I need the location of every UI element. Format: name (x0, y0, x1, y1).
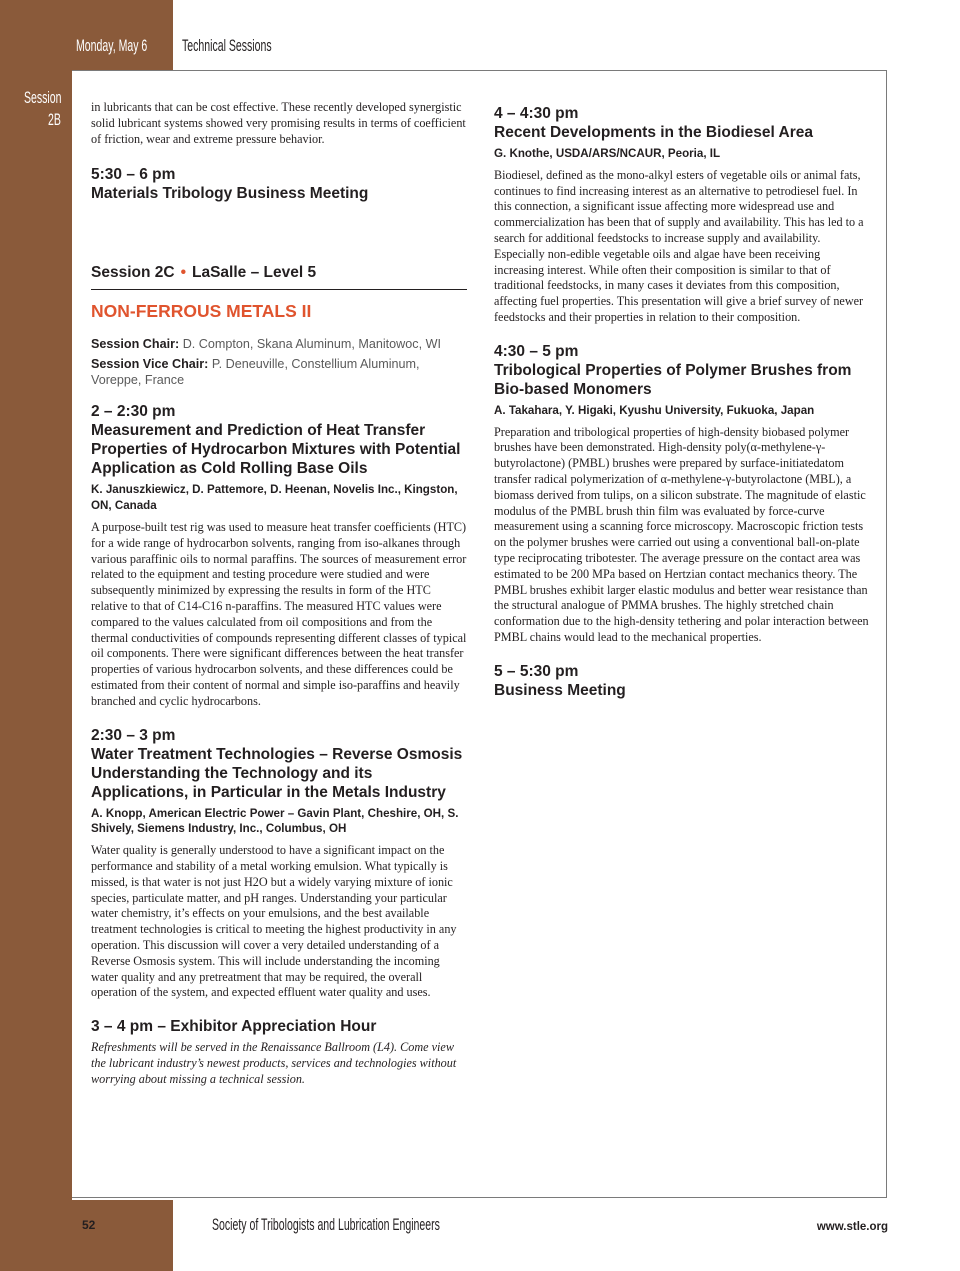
sidebar-session-label: Session (24, 88, 62, 107)
bullet-separator: • (180, 264, 186, 282)
continued-abstract: in lubricants that can be cost effective. These recently developed synergistic solid lubricant systems showed very promising results in terms of coefficient of friction, wear and extreme pressure behavior. (91, 100, 466, 146)
session-id: Session 2C (91, 264, 175, 282)
left-color-bar (0, 0, 72, 1271)
talk-time: 2 – 2:30 pm (91, 403, 176, 421)
business-meeting-time: 5 – 5:30 pm (494, 662, 579, 680)
talk-water-treatment (91, 726, 467, 1002)
talk-abstract: Preparation and tribological properties of high-density biobased polymer brushes have been demonstrated. High-density poly(α-methylene-γ-butyrolactone) (PMBL) brushes were prepared by surface-initiatedatom transfer radical polymerization of α-methylene-γ-butyrolactone (MBL), a biomass derived from tulips, on a silicon substrate. The magnitude of elastic modulus of the PMBL brush thin film was evaluated by force-curve measurement using a scanning force microscopy. Macroscopic friction tests on the polymer brushes were carried out using a conventional ball-on-plate type reciprocating tribotester. The average pressure on the contact area was estimated to be 200 MPa based on Hertzian contact mechanics theory. The PMBL brushes exhibit larger elastic modulus and better wear resistance than the structural analogue of PMMA brushes. The highly stretched chain conformation due to the high-density tethering and polar interaction between PMBL chains would lead to the mechanical properties. (494, 424, 869, 644)
footer-page-number: 52 (82, 1218, 96, 1232)
talk-time: 4 – 4:30 pm (494, 105, 579, 122)
session-vice-chair: Session Vice Chair: P. Deneuville, Constellium Aluminum, Voreppe, France (91, 357, 420, 388)
talk-heat-transfer (91, 402, 467, 709)
talk-abstract: Biodiesel, defined as the mono-alkyl esters of vegetable oils or animal fats, continues to find increasing interest as an alternative to petrodiesel fuel. In this connection, a significant issue affecting more widespread use and commercialization has been that of supply and availability. This has led to a search for additional feedstocks to increase supply and availability. Especially non-edible vegetable oils and algae have been receiving increasing interest. While often their composition is similar to that of traditional feedstocks, in many cases it deviates from this composition, affecting fuel properties. This presentation will give a brief survey of newer feedstocks and their properties in relation to their composition. (494, 167, 864, 324)
talk-authors: A. Takahara, Y. Higaki, Kyushu University, Fukuoka, Japan (494, 403, 815, 417)
right-column (494, 104, 870, 716)
left-column (91, 100, 467, 1104)
talk-authors: A. Knopp, American Electric Power – Gavin Plant, Cheshire, OH, S. Shively, Siemens Industry, Inc., Columbus, OH (91, 806, 459, 836)
talk-abstract: A purpose-built test rig was used to measure heat transfer coefficients (HTC) for a wide range of hydrocarbon solvents, ranging from iso-alkanes through various paraffinic oils to normal paraffins. The sources of measurement error related to the equipment and testing procedure were studied and were subsequently minimized by expressing the results in form of the HTC relative to that of C14-C16 n-paraffins. The measured HTC values were compared to the values calculated from oil compositions and from the thermal conductivities of compounds representing different classes of typical oil components. There were significant differences between the heat transfer properties of various hydrocarbon solvents, and these differences could be estimated from their content of normal and simple iso-paraffins and heavily branched and cyclic hydrocarbons. (91, 519, 467, 708)
footer-page-tab (72, 1200, 173, 1271)
header-day: Monday, May 6 (76, 36, 148, 55)
business-meeting-right (494, 662, 870, 700)
business-meeting-time: 5:30 – 6 pm (91, 166, 176, 184)
footer-url: www.stle.org (816, 1221, 888, 1233)
talk-polymer-brushes (494, 342, 870, 646)
sidebar-session-number: 2B (48, 110, 61, 129)
talk-time: 2:30 – 3 pm (91, 726, 176, 744)
business-meeting-title: Business Meeting (494, 681, 626, 699)
talk-authors: G. Knothe, USDA/ARS/NCAUR, Peoria, IL (494, 147, 721, 160)
talk-biodiesel (494, 104, 870, 326)
session-title: NON-FERROUS METALS II (91, 301, 312, 322)
session-heading (91, 263, 467, 290)
talk-title: Water Treatment Technologies – Reverse Osmosis Understanding the Technology and its Applications, in Particular in the Metals Industry (91, 745, 463, 801)
footer-organization: Society of Tribologists and Lubrication Engineers (212, 1215, 440, 1234)
session-chair: Session Chair: D. Compton, Skana Aluminum, Manitowoc, WI (91, 337, 441, 352)
session-location: LaSalle – Level 5 (192, 264, 317, 282)
exhibitor-title: 3 – 4 pm – Exhibitor Appreciation Hour (91, 1018, 377, 1036)
talk-title: Measurement and Prediction of Heat Transfer Properties of Hydrocarbon Mixtures with Potential Application as Cold Rolling Base Oils (91, 422, 461, 478)
header-section: Technical Sessions (182, 36, 272, 55)
exhibitor-hour (91, 1017, 467, 1087)
talk-authors: K. Januszkiewicz, D. Pattemore, D. Heenan, Novelis Inc., Kingston, ON, Canada (91, 483, 458, 513)
exhibitor-text: Refreshments will be served in the Renaissance Ballroom (L4). Come view the lubricant industry’s newest products, services and technologies without worrying about missing a technical session. (91, 1040, 457, 1086)
talk-abstract: Water quality is generally understood to have a significant impact on the performance and stability of a metal working emulsion. What typically is missed, is that water is not just H2O but a widely varying mixture of ionic species, particulate matter, and pH ranges. Understanding your particular water chemistry, it’s effects on your emulsions, and the best available treatment technologies is critical to meeting the highest productivity in any operation. This discussion will cover a very detailed understanding of a Reverse Osmosis system. This will include understanding the incoming water quality and any pretreatment that may be required, the overall operation of the system, and expected effluent water quality and uses. (91, 843, 457, 1000)
talk-title: Tribological Properties of Polymer Brushes from Bio-based Monomers (494, 361, 852, 398)
talk-title: Recent Developments in the Biodiesel Area (494, 124, 813, 141)
talk-time: 4:30 – 5 pm (494, 342, 579, 360)
business-meeting-title: Materials Tribology Business Meeting (91, 185, 369, 203)
